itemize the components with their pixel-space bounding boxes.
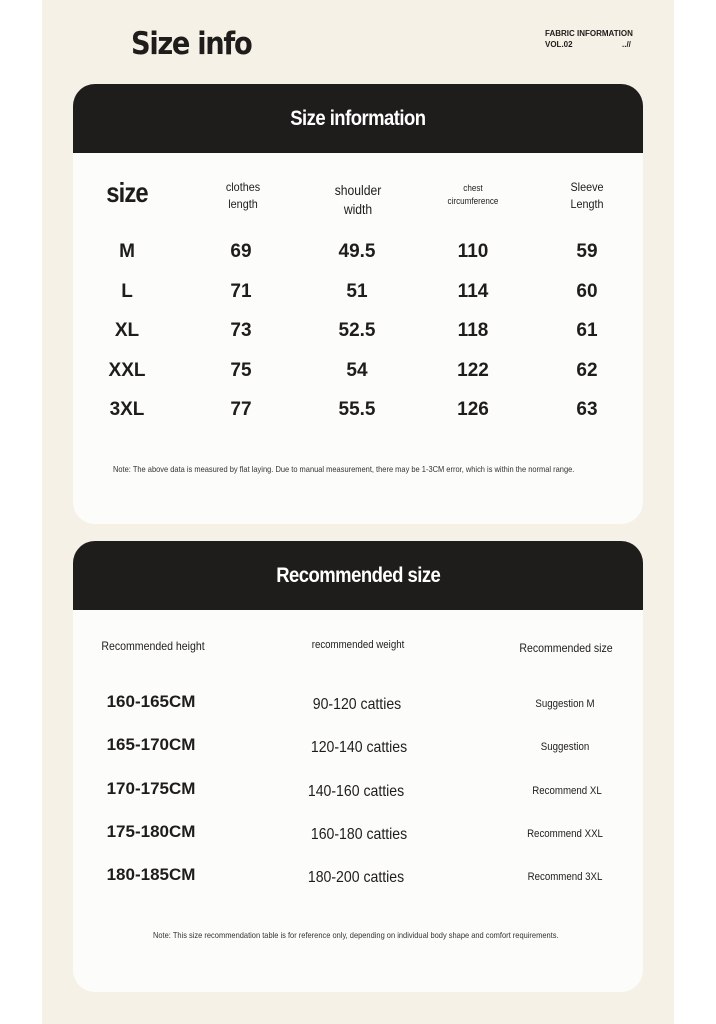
brand-line-1: FABRIC INFORMATION [545, 29, 633, 38]
height-cell: 175-180CM [106, 822, 196, 841]
recommended-size-card [73, 541, 643, 992]
height-cell: 165-170CM [106, 735, 196, 754]
size-cell: XL [114, 320, 140, 341]
shoulder-cell: 52.5 [338, 320, 376, 341]
shoulder-cell: 54 [346, 360, 368, 381]
brand-line-2: VOL.02 [545, 40, 573, 49]
column-header-chest-circumference: chest circumference [447, 183, 499, 206]
size-table-note: Note: The above data is measured by flat laying. Due to manual measurement, there may be 1-3CM error, which is within the normal range. [113, 464, 575, 474]
suggestion-cell: Recommend XXL [527, 828, 603, 840]
length-cell: 77 [230, 399, 252, 420]
brand-label [545, 28, 633, 50]
suggestion-cell: Suggestion [540, 741, 590, 753]
length-cell: 73 [230, 320, 252, 341]
recommended-size-heading: Recommended size [73, 541, 643, 610]
chest-cell: 126 [457, 399, 489, 420]
weight-cell: 120-140 catties [310, 739, 408, 756]
recommend-table-note: Note: This size recommendation table is for reference only, depending on individual body shape and comfort requirements. [153, 930, 559, 940]
column-header-recommended-size: Recommended size [519, 641, 613, 655]
chest-cell: 114 [457, 281, 489, 302]
sleeve-cell: 59 [576, 241, 598, 262]
brand-mark: ..// [622, 40, 631, 49]
size-cell: M [119, 241, 135, 262]
weight-cell: 160-180 catties [310, 826, 408, 843]
length-cell: 71 [230, 281, 252, 302]
height-cell: 160-165CM [106, 692, 196, 711]
height-cell: 180-185CM [106, 865, 196, 884]
sleeve-cell: 62 [576, 360, 598, 381]
suggestion-cell: Suggestion M [535, 698, 595, 710]
column-header-shoulder-width: shoulder width [334, 183, 382, 217]
size-information-heading: Size information [73, 84, 643, 153]
chest-cell: 110 [457, 241, 489, 262]
height-cell: 170-175CM [106, 779, 196, 798]
column-header-height: Recommended height [101, 639, 205, 653]
weight-cell: 140-160 catties [307, 783, 405, 800]
size-information-card [73, 84, 643, 524]
weight-cell: 180-200 catties [307, 869, 405, 886]
column-header-clothes-length: clothes length [225, 180, 261, 211]
column-header-size: size [106, 177, 148, 208]
chest-cell: 118 [457, 320, 489, 341]
shoulder-cell: 51 [346, 281, 368, 302]
column-header-sleeve-length: Sleeve Length [570, 180, 604, 211]
column-header-weight: recommended weight [311, 639, 405, 651]
page-title: Size info [131, 26, 252, 62]
sleeve-cell: 63 [576, 399, 598, 420]
size-cell: L [121, 281, 133, 302]
sleeve-cell: 61 [576, 320, 598, 341]
chest-cell: 122 [457, 360, 489, 381]
size-cell: 3XL [109, 399, 145, 420]
suggestion-cell: Recommend XL [532, 785, 602, 797]
length-cell: 75 [230, 360, 252, 381]
size-cell: XXL [108, 360, 146, 381]
length-cell: 69 [230, 241, 252, 262]
shoulder-cell: 55.5 [338, 399, 376, 420]
weight-cell: 90-120 catties [312, 696, 402, 713]
sleeve-cell: 60 [576, 281, 598, 302]
suggestion-cell: Recommend 3XL [527, 871, 603, 883]
shoulder-cell: 49.5 [338, 241, 376, 262]
